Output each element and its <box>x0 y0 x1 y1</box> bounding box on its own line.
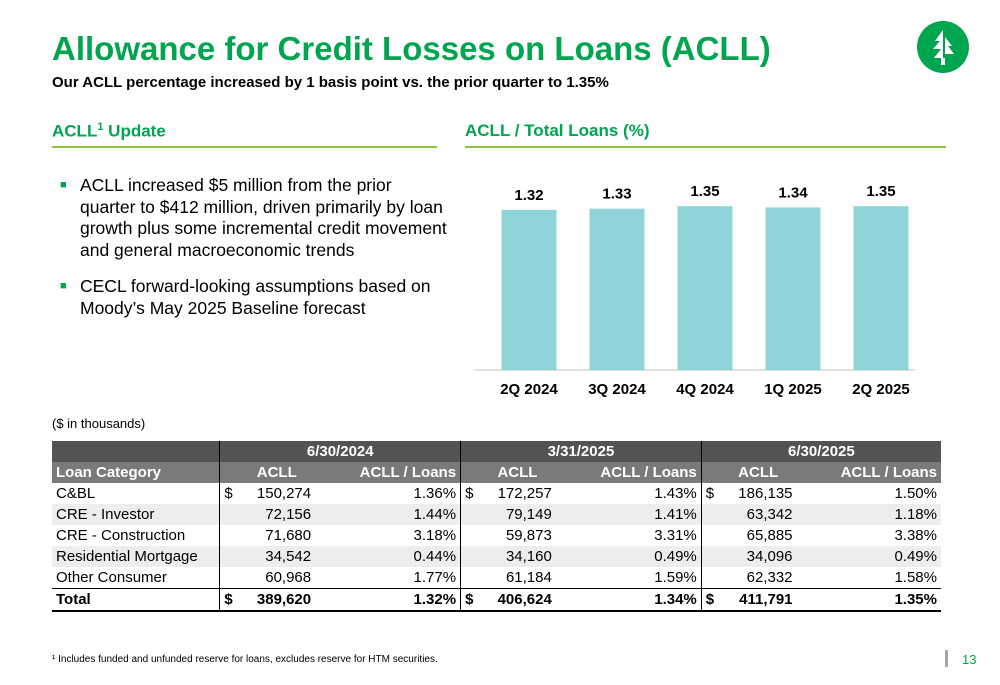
dollar-sign <box>701 504 717 525</box>
ratio-value: 1.34% <box>574 589 701 612</box>
row-category: CRE - Construction <box>56 527 186 544</box>
table-row <box>52 546 941 567</box>
dollar-sign <box>461 567 477 589</box>
dollar-sign <box>701 525 717 546</box>
acll-value: 62,332 <box>746 569 793 586</box>
acll-table <box>52 441 941 612</box>
bullet-item <box>60 276 450 319</box>
data-label: 1.35 <box>690 183 720 201</box>
ratio-value: 1.41% <box>654 506 697 523</box>
page-title: Allowance for Credit Losses on Loans (ACLL) <box>52 30 771 67</box>
dollar-sign <box>220 504 236 525</box>
ratio-value: 1.77% <box>413 569 457 586</box>
dollar-sign: $ <box>220 483 236 504</box>
bar-2q-2024 <box>502 210 557 370</box>
data-label: 1.35 <box>866 183 896 201</box>
dollar-sign <box>461 525 477 546</box>
row-category: C&BL <box>56 485 96 502</box>
page-subtitle: Our ACLL percentage increased by 1 basis point vs. the prior quarter to 1.35% <box>52 74 609 91</box>
row-category: Total <box>52 589 220 612</box>
dollar-sign <box>701 567 717 589</box>
row-category: Residential Mortgage <box>56 548 198 565</box>
ratio-value: 1.35% <box>815 589 941 612</box>
period-header-row <box>52 441 941 462</box>
period-header: 3/31/2025 <box>461 441 702 462</box>
acll-value: 172,257 <box>497 485 552 502</box>
dollar-sign: $ <box>701 483 717 504</box>
ratio-value: 1.18% <box>894 506 937 523</box>
acll-value: 411,791 <box>717 589 814 612</box>
col-header-acll: ACLL <box>701 462 814 483</box>
acll-value: 61,184 <box>505 569 552 586</box>
acll-value: 65,885 <box>746 527 793 544</box>
ratio-value: 0.49% <box>894 548 937 565</box>
bar-1q-2025 <box>766 207 821 370</box>
dollar-sign <box>220 525 236 546</box>
dollar-sign <box>461 504 477 525</box>
bar-4q-2024 <box>678 206 733 370</box>
acll-value: 406,624 <box>477 589 574 612</box>
bar-2q-2025 <box>854 206 909 370</box>
bullet-text: CECL forward-looking assumptions based on Moody’s May 2025 Baseline forecast <box>80 276 431 318</box>
row-category: CRE - Investor <box>56 506 155 523</box>
ratio-value: 1.36% <box>413 485 457 502</box>
acll-value: 71,680 <box>265 527 312 544</box>
ratio-value: 0.44% <box>413 548 457 565</box>
acll-value: 34,096 <box>746 548 793 565</box>
bar-3q-2024 <box>590 209 645 370</box>
page-number: 13 <box>962 652 977 667</box>
acll-value: 150,274 <box>256 485 312 502</box>
dollar-sign: $ <box>701 589 717 612</box>
acll-value: 59,873 <box>505 527 552 544</box>
dollar-sign: $ <box>220 589 236 612</box>
chart-heading: ACLL / Total Loans (%) <box>465 121 650 140</box>
dollar-sign: $ <box>461 483 477 504</box>
ratio-value: 3.38% <box>894 527 937 544</box>
acll-value: 34,160 <box>505 548 552 565</box>
square-bullet-icon: ■ <box>60 179 67 191</box>
x-tick-label: 4Q 2024 <box>676 381 734 398</box>
col-header-category: Loan Category <box>52 462 220 483</box>
ratio-value: 0.49% <box>654 548 697 565</box>
acll-value: 79,149 <box>505 506 552 523</box>
acll-update-heading <box>52 121 166 142</box>
col-header-ratio: ACLL / Loans <box>815 462 941 483</box>
dollar-sign <box>701 546 717 567</box>
period-header: 6/30/2025 <box>701 441 941 462</box>
acll-ratio-chart <box>465 160 935 410</box>
table-row <box>52 525 941 546</box>
table-row <box>52 567 941 589</box>
total-row <box>52 589 941 612</box>
x-tick-label: 3Q 2024 <box>588 381 646 398</box>
ratio-value: 3.31% <box>654 527 697 544</box>
ratio-value: 1.58% <box>894 569 937 586</box>
acll-value: 63,342 <box>746 506 793 523</box>
x-tick-label: 2Q 2024 <box>500 381 558 398</box>
table-row <box>52 483 941 504</box>
acll-value: 186,135 <box>738 485 793 502</box>
col-header-acll: ACLL <box>461 462 574 483</box>
dollar-sign <box>461 546 477 567</box>
bullet-item <box>60 175 450 261</box>
header-blank <box>52 441 220 462</box>
heading-rest: Update <box>103 121 166 141</box>
left-divider <box>52 146 437 148</box>
acll-value: 72,156 <box>265 506 312 523</box>
ratio-value: 1.32% <box>333 589 460 612</box>
square-bullet-icon: ■ <box>60 280 67 292</box>
tree-logo-icon <box>917 21 969 73</box>
ratio-value: 3.18% <box>413 527 457 544</box>
dollar-sign <box>220 567 236 589</box>
bar-chart-svg <box>465 160 935 405</box>
col-header-ratio: ACLL / Loans <box>333 462 460 483</box>
acll-value: 60,968 <box>265 569 312 586</box>
x-tick-label: 1Q 2025 <box>764 381 822 398</box>
footnote: ¹ Includes funded and unfunded reserve for loans, excludes reserve for HTM securities. <box>52 654 438 665</box>
dollar-sign <box>220 546 236 567</box>
ratio-value: 1.43% <box>654 485 697 502</box>
row-category: Other Consumer <box>56 569 167 586</box>
table-row <box>52 504 941 525</box>
ratio-value: 1.50% <box>894 485 937 502</box>
page-divider <box>945 650 948 667</box>
column-header-row <box>52 462 941 483</box>
period-header: 6/30/2024 <box>220 441 461 462</box>
acll-value: 389,620 <box>236 589 333 612</box>
data-label: 1.33 <box>602 185 632 203</box>
col-header-acll: ACLL <box>220 462 333 483</box>
footnote-ref: 1 <box>97 121 104 133</box>
acll-value: 34,542 <box>265 548 312 565</box>
data-label: 1.34 <box>778 184 808 202</box>
heading-main: ACLL <box>52 121 98 141</box>
bullet-text: ACLL increased $5 million from the prior quarter to $412 million, driven primarily by loan growth plus some incremental credit movement and general macroeconomic trends <box>80 175 447 260</box>
x-tick-label: 2Q 2025 <box>852 381 910 398</box>
right-divider <box>465 146 946 148</box>
col-header-ratio: ACLL / Loans <box>574 462 701 483</box>
dollar-sign: $ <box>461 589 477 612</box>
ratio-value: 1.44% <box>413 506 457 523</box>
ratio-value: 1.59% <box>654 569 697 586</box>
units-note: ($ in thousands) <box>52 416 146 431</box>
update-bullets <box>60 175 450 334</box>
data-label: 1.32 <box>514 186 544 204</box>
